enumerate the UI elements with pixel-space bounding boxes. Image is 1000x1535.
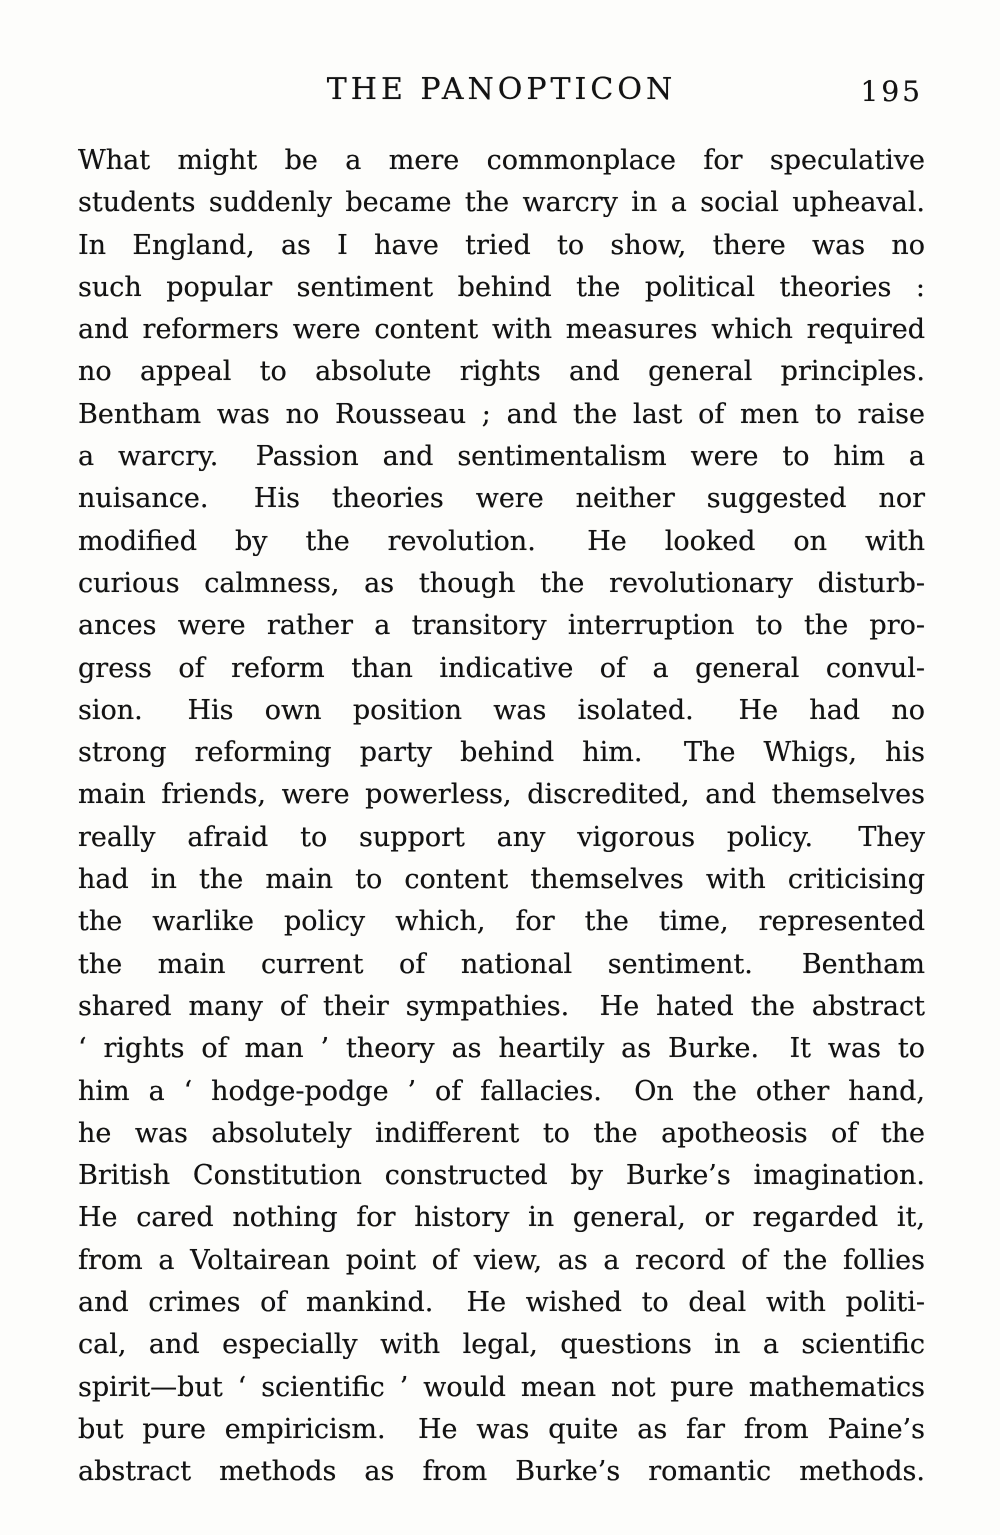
text-line: he was absolutely indifferent to the apotheosis of the	[78, 1117, 925, 1149]
text-line: no appeal to absolute rights and general principles.	[78, 356, 925, 388]
text-line: curious calmness, as though the revolutionary disturb-	[78, 567, 925, 599]
text-line: strong reforming party behind him. The Whigs, his	[78, 737, 925, 769]
text-line: such popular sentiment behind the political theories :	[78, 271, 925, 303]
text-line: from a Voltairean point of view, as a record of the follies	[78, 1244, 925, 1276]
text-line: British Constitution constructed by Burke’s imagination.	[78, 1160, 925, 1192]
text-line: modified by the revolution. He looked on with	[78, 525, 925, 557]
text-line: abstract methods as from Burke’s romantic methods.	[78, 1456, 925, 1488]
text-line: ances were rather a transitory interruption to the pro-	[78, 610, 925, 642]
text-line: and reformers were content with measures which required	[78, 314, 925, 346]
text-line: In England, as I have tried to show, there was no	[78, 229, 925, 261]
text-line: and crimes of mankind. He wished to deal with politi-	[78, 1287, 925, 1319]
text-line: gress of reform than indicative of a general convul-	[78, 652, 925, 684]
text-line: shared many of their sympathies. He hated the abstract	[78, 990, 925, 1022]
page-number: 195	[860, 75, 923, 108]
page-header	[78, 72, 925, 116]
text-line: had in the main to content themselves with criticising	[78, 864, 925, 896]
text-line: What might be a mere commonplace for speculative	[78, 145, 925, 176]
text-line: him a ‘ hodge-podge ’ of fallacies. On the other hand,	[78, 1075, 925, 1107]
text-line: ‘ rights of man ’ theory as heartily as Burke. It was to	[78, 1033, 925, 1065]
text-line: sion. His own position was isolated. He had no	[78, 694, 925, 726]
text-line: the main current of national sentiment. Bentham	[78, 948, 925, 980]
text-line: the warlike policy which, for the time, represented	[78, 906, 925, 938]
text-line: really afraid to support any vigorous policy. They	[78, 821, 925, 853]
text-line: cal, and especially with legal, questions in a scientific	[78, 1329, 925, 1361]
text-line: nuisance. His theories were neither suggested nor	[78, 483, 925, 515]
running-title: THE PANOPTICON	[326, 72, 677, 107]
text-line: a warcry. Passion and sentimentalism were to him a	[78, 441, 925, 473]
text-line: students suddenly became the warcry in a social upheaval.	[78, 187, 925, 219]
page-text	[78, 140, 925, 1494]
text-line: but pure empiricism. He was quite as far from Paine’s	[78, 1413, 925, 1445]
text-line: main friends, were powerless, discredited, and themselves	[78, 779, 925, 811]
text-line: spirit—but ‘ scientific ’ would mean not pure mathematics	[78, 1371, 925, 1403]
text-line: Bentham was no Rousseau ; and the last of men to raise	[78, 398, 925, 430]
text-line: He cared nothing for history in general, or regarded it,	[78, 1202, 925, 1234]
